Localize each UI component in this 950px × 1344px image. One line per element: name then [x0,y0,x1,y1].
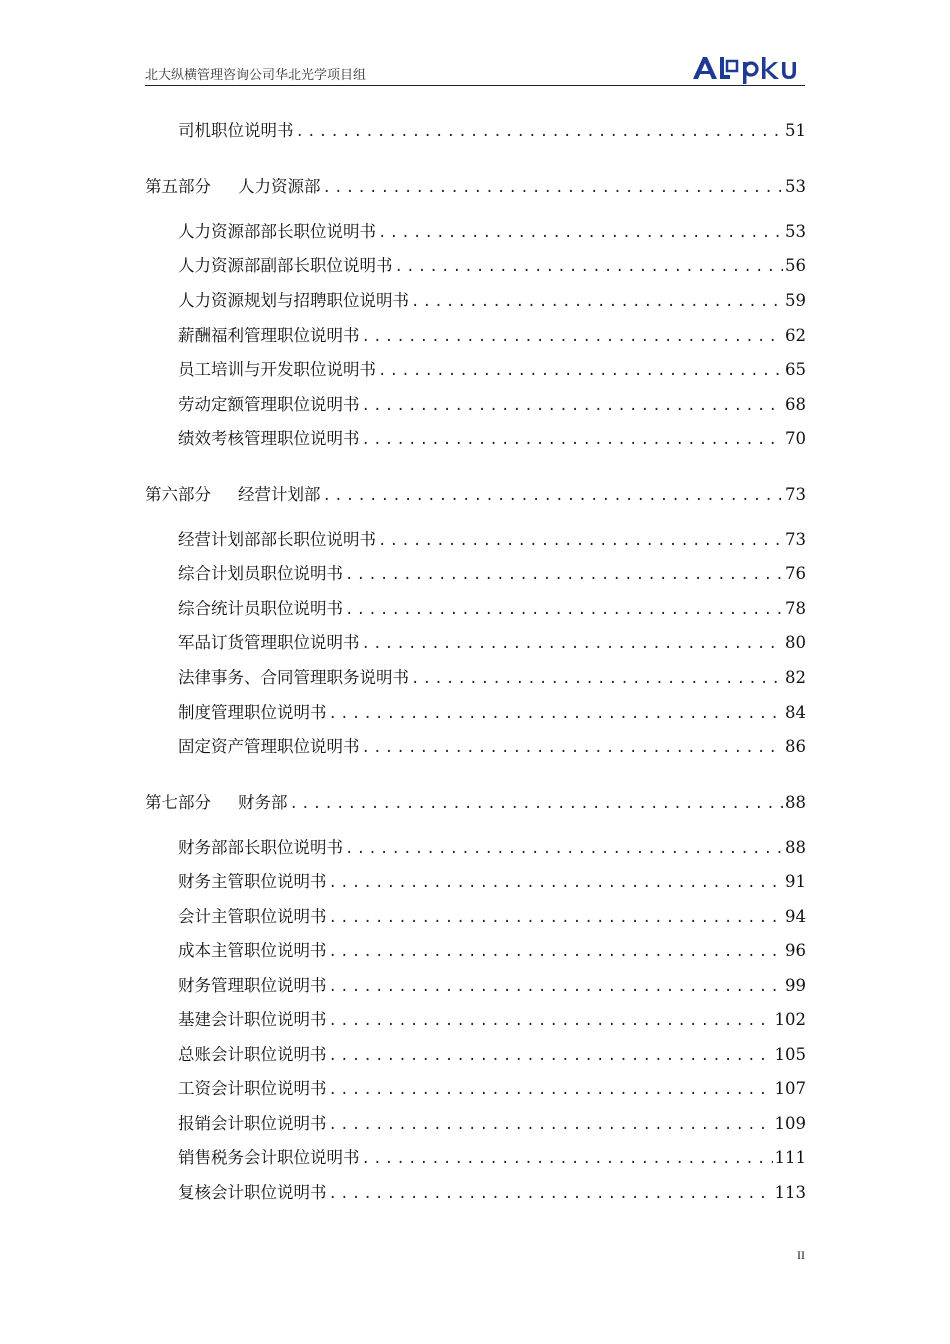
toc-item-row[interactable] [178,255,806,278]
toc-entry-title: 薪酬福利管理职位说明书 [178,326,360,345]
toc-dot-leader [290,793,784,815]
toc-dot-leader [323,485,784,507]
toc-entry-title: 成本主管职位说明书 [178,941,327,960]
toc-item-row[interactable] [178,1182,806,1205]
toc-dot-leader [411,291,783,313]
toc-item-row[interactable] [178,221,806,244]
toc-page-number: 96 [785,941,806,960]
toc-entry-title: 人力资源部副部长职位说明书 [178,256,393,275]
toc-page-number: 68 [785,395,806,414]
toc-page-number: 107 [774,1079,806,1098]
toc-page-number: 76 [785,564,806,583]
toc-dot-leader [329,1183,773,1205]
toc-page-number: 109 [774,1114,806,1133]
toc-item-row[interactable] [178,667,806,690]
toc-dot-leader [362,395,784,417]
toc-dot-leader [323,177,784,199]
toc-entry-title: 制度管理职位说明书 [178,703,327,722]
toc-entry-title: 综合计划员职位说明书 [178,564,343,583]
page-number: II [797,1248,805,1262]
toc-page-number: 53 [785,222,806,241]
toc-dot-leader [362,429,784,451]
toc-page-number: 62 [785,326,806,345]
toc-item-row[interactable] [178,563,806,586]
toc-entry-title: 军品订货管理职位说明书 [178,633,360,652]
toc-item-row[interactable] [178,325,806,348]
toc-item-row[interactable] [178,1044,806,1067]
toc-item-row[interactable] [178,975,806,998]
toc-page-number: 102 [774,1010,806,1029]
toc-part-row[interactable] [145,792,806,815]
toc-entry-title: 劳动定额管理职位说明书 [178,395,360,414]
toc-entry-title: 人力资源部部长职位说明书 [178,222,376,241]
toc-dot-leader [329,1010,773,1032]
toc-page-number: 73 [785,530,806,549]
toc-entry-title: 财务主管职位说明书 [178,872,327,891]
toc-page-number: 59 [785,291,806,310]
toc-part-label: 第六部分 [145,485,211,504]
toc-entry-title: 法律事务、合同管理职务说明书 [178,668,409,687]
toc-item-row[interactable] [178,1009,806,1032]
toc-entry-title [145,792,288,814]
toc-dot-leader [362,326,784,348]
toc-entry-title: 基建会计职位说明书 [178,1010,327,1029]
toc-page-number: 53 [785,177,806,196]
toc-dot-leader [411,668,783,690]
toc-item-row[interactable] [178,290,806,313]
toc-item-row[interactable] [178,837,806,860]
toc-page-number: 82 [785,668,806,687]
toc-dot-leader [362,1148,773,1170]
toc-page-number: 113 [774,1183,806,1202]
toc-page-number: 78 [785,599,806,618]
toc-page-number: 80 [785,633,806,652]
toc-page-number: 88 [785,793,806,812]
toc-dot-leader [329,872,784,894]
toc-page-number: 91 [785,872,806,891]
toc-entry-title: 综合统计员职位说明书 [178,599,343,618]
toc-item-row[interactable] [178,428,806,451]
toc-part-label: 第五部分 [145,177,211,196]
toc-entry-title: 财务管理职位说明书 [178,976,327,995]
toc-page-number: 86 [785,737,806,756]
toc-part-title: 人力资源部 [238,177,321,196]
toc-entry-title: 经营计划部部长职位说明书 [178,530,376,549]
toc-entry-title: 销售税务会计职位说明书 [178,1148,360,1167]
toc-entry-title: 员工培训与开发职位说明书 [178,360,376,379]
toc-dot-leader [362,737,784,759]
toc-dot-leader [329,907,784,929]
toc-page-number: 88 [785,838,806,857]
toc-dot-leader [329,1079,773,1101]
toc-item-row[interactable] [178,394,806,417]
toc-part-label: 第七部分 [145,793,211,812]
toc-entry-title: 会计主管职位说明书 [178,907,327,926]
toc-page-number: 111 [774,1148,806,1167]
page-header [145,55,805,86]
toc-entry-title: 财务部部长职位说明书 [178,838,343,857]
toc-dot-leader [378,222,783,244]
toc-page-number: 65 [785,360,806,379]
toc-entry-title: 报销会计职位说明书 [178,1114,327,1133]
toc-part-row[interactable] [145,176,806,199]
toc-dot-leader [345,564,783,586]
toc-entry-title: 司机职位说明书 [178,121,294,140]
toc-dot-leader [329,1045,773,1067]
toc-page-number: 56 [785,256,806,275]
toc-part-title: 经营计划部 [238,485,321,504]
toc-dot-leader [296,121,784,143]
toc-item-row[interactable] [178,120,806,143]
toc-page-number: 105 [774,1045,806,1064]
toc-item-row[interactable] [178,871,806,894]
toc-entry-title: 固定资产管理职位说明书 [178,737,360,756]
toc-entry-title: 复核会计职位说明书 [178,1183,327,1202]
toc-page-number: 51 [785,121,806,140]
toc-dot-leader [362,633,784,655]
toc-page-number: 94 [785,907,806,926]
toc-dot-leader [329,976,784,998]
toc-item-row[interactable] [178,736,806,759]
toc-item-row[interactable] [178,702,806,725]
toc-item-row[interactable] [178,1147,806,1170]
toc-entry-title: 绩效考核管理职位说明书 [178,429,360,448]
toc-item-row[interactable] [178,632,806,655]
toc-page-number: 99 [785,976,806,995]
toc-item-row[interactable] [178,359,806,382]
toc-dot-leader [378,530,783,552]
toc-dot-leader [329,941,784,963]
toc-page-number: 84 [785,703,806,722]
toc-item-row[interactable] [178,940,806,963]
toc-dot-leader [345,838,783,860]
toc-dot-leader [345,599,783,621]
toc-item-row[interactable] [178,529,806,552]
toc-dot-leader [329,703,784,725]
toc-entry-title: 总账会计职位说明书 [178,1045,327,1064]
toc-dot-leader [378,360,783,382]
toc-dot-leader [329,1114,773,1136]
toc-item-row[interactable] [178,1078,806,1101]
toc-item-row[interactable] [178,598,806,621]
toc-page-number: 73 [785,485,806,504]
toc-page-number: 70 [785,429,806,448]
header-company: 北大纵横管理咨询公司华北光学项目组 [145,68,367,83]
toc-item-row[interactable] [178,906,806,929]
toc-entry-title [145,176,321,198]
allpku-logo [691,54,805,84]
toc-item-row[interactable] [178,1113,806,1136]
toc-part-title: 财务部 [238,793,288,812]
toc-entry-title: 工资会计职位说明书 [178,1079,327,1098]
toc-part-row[interactable] [145,484,806,507]
toc-dot-leader [395,256,784,278]
toc-entry-title: 人力资源规划与招聘职位说明书 [178,291,409,310]
toc-entry-title [145,484,321,506]
